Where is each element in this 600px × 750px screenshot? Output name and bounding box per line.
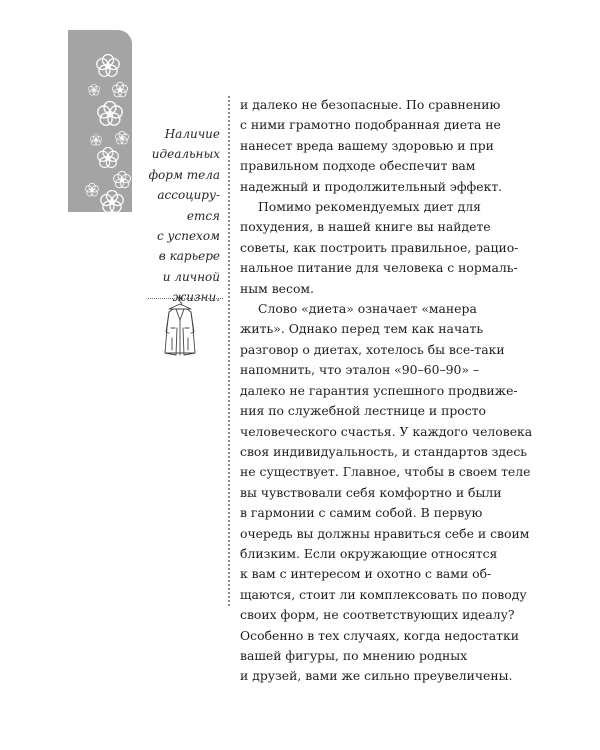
margin-note-line: с успехом <box>157 229 220 244</box>
text-line: Помимо рекомендуемых диет для <box>258 199 481 215</box>
margin-note-line: ассоциру- <box>157 188 220 203</box>
margin-note-line: идеальных <box>151 147 220 162</box>
text-line: похудения, в нашей книге вы найдете <box>240 219 491 235</box>
text-line: надежный и продолжительный эффект. <box>240 178 503 194</box>
paragraph <box>240 299 533 687</box>
text-line: вы чувствовали себя комфортно и были <box>240 484 502 500</box>
coat-illustration <box>160 298 200 362</box>
text-line: ным весом. <box>240 280 314 296</box>
text-line: и друзей, вами же сильно преувеличены. <box>240 668 513 684</box>
text-line: правильном подходе обеспечит вам <box>240 158 476 174</box>
text-line: Особенно в тех случаях, когда недостатки <box>240 627 520 643</box>
flower-pattern-icon <box>68 30 132 212</box>
margin-note-line: Наличие <box>164 127 220 141</box>
text-line: ния по служебной лестнице и просто <box>240 403 486 419</box>
margin-note <box>140 124 220 308</box>
margin-note-line: в карьере <box>158 249 220 264</box>
margin-note-line: жизни. <box>172 290 220 305</box>
text-line: вашей фигуры, по мнению родных <box>240 647 468 663</box>
vertical-divider <box>228 96 230 606</box>
text-line: и далеко не безопасные. По сравнению <box>240 97 501 112</box>
text-line: близким. Если окружающие относятся <box>240 545 498 561</box>
text-line: напомнить, что эталон «90–60–90» – <box>240 362 480 378</box>
text-line: далеко не гарантия успешного продвиже- <box>240 382 518 398</box>
text-line: Слово «диета» означает «манера <box>258 301 477 317</box>
text-line: не существует. Главное, чтобы в своем теле <box>240 464 531 480</box>
text-line: нанесет вреда вашему здоровью и при <box>240 137 494 153</box>
margin-note-line: и личной <box>162 269 220 284</box>
text-line: жить». Однако перед тем как начать <box>240 321 484 337</box>
text-line: разговор о диетах, хотелось бы все-таки <box>240 341 505 357</box>
text-line: своих форм, не соответствующих идеалу? <box>240 607 515 623</box>
text-line: в гармонии с самим собой. В первую <box>240 505 483 521</box>
decorative-tab <box>68 30 132 212</box>
paragraph <box>240 95 503 197</box>
text-line: щаются, стоит ли комплексовать по поводу <box>240 586 527 602</box>
text-line: человеческого счастья. У каждого человека <box>240 423 533 439</box>
paragraph <box>240 197 519 299</box>
coat-on-hanger-icon <box>160 298 200 358</box>
text-line: очередь вы должны нравиться себе и своим <box>240 525 530 541</box>
text-line: к вам с интересом и охотно с вами об- <box>240 566 492 582</box>
text-line: советы, как построить правильное, рацио- <box>240 239 519 255</box>
text-line: нальное питание для человека с нормаль- <box>240 260 518 276</box>
main-text <box>240 95 533 687</box>
margin-note-line: ется <box>186 208 220 223</box>
text-line: с ними грамотно подобранная диета не <box>240 117 501 133</box>
text-line: своя индивидуальность, и стандартов здесь <box>240 443 528 459</box>
margin-note-line: форм тела <box>148 167 220 182</box>
